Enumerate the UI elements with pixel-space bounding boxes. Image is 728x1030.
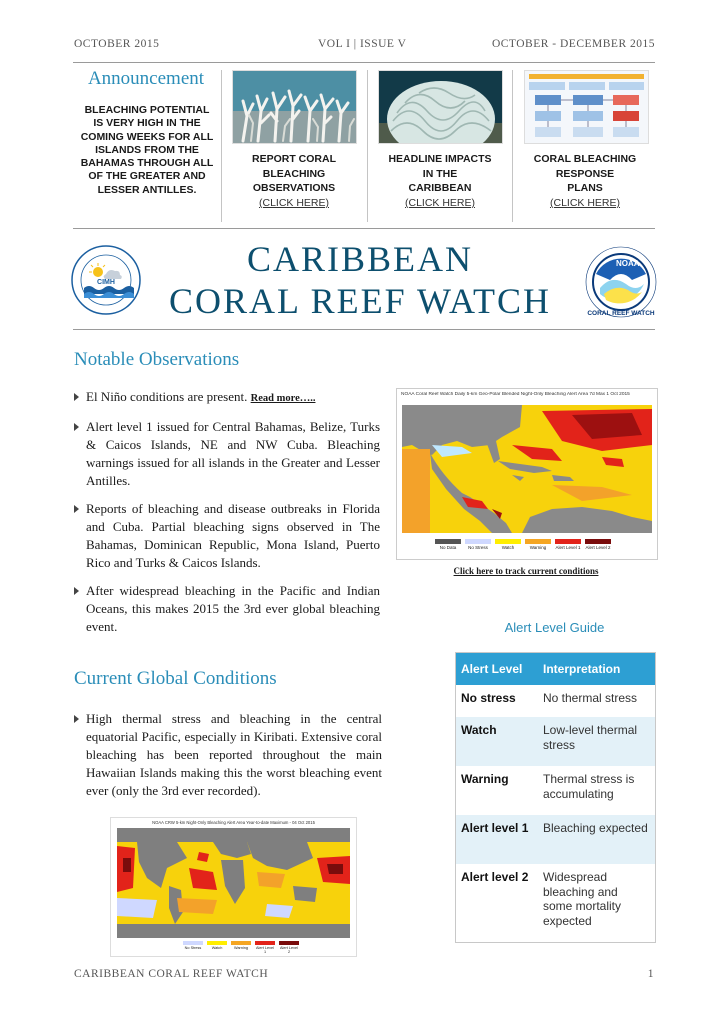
- legend-label: Alert Level 1: [256, 946, 274, 954]
- response-plans-click-here-link[interactable]: (CLICK HERE): [549, 197, 620, 209]
- legend-label: No Data: [439, 545, 457, 550]
- legend-swatch-alert-2: [279, 941, 299, 945]
- legend-swatch-watch: [207, 941, 227, 945]
- caribbean-bleaching-alert-map[interactable]: [396, 388, 658, 560]
- title-line-2: CORAL REEF WATCH: [168, 281, 552, 321]
- list-item: High thermal stress and bleaching in the central equatorial Pacific, especially in Kiribati. Extensive coral bleaching has been reported throughout the main Hawaiian Islands making this the worst bleaching event ever (only the 3rd ever recorded).: [74, 710, 382, 800]
- legend-label: Watch: [211, 946, 223, 950]
- tile-caption-report: REPORT CORAL BLEACHING OBSERVATIONS: [252, 153, 336, 194]
- announcement-title: Announcement: [87, 68, 205, 89]
- report-click-here-link[interactable]: (CLICK HERE): [258, 197, 329, 209]
- map-title: NOAA Coral Reef Watch Daily 5-km Geo-Polar Blended Night-Only Bleaching Alert Area 7d Max 1 Oct 2015: [401, 392, 630, 397]
- divider: [221, 70, 222, 222]
- response-plan-flowchart-thumbnail[interactable]: [524, 70, 649, 144]
- legend-swatch-alert-2: [585, 539, 611, 544]
- header-period: OCTOBER - DECEMBER 2015: [491, 38, 655, 50]
- table-row: [456, 766, 655, 815]
- alert-level-table: [455, 652, 656, 943]
- interpretation-cell: No thermal stress: [543, 691, 638, 705]
- interpretation-cell: Low-level thermal stress: [538, 717, 655, 766]
- legend-label: No Stress: [184, 946, 202, 950]
- column-header: Interpretation: [538, 653, 655, 685]
- table-row: [456, 685, 655, 717]
- notable-observations-heading: Notable Observations: [74, 349, 240, 370]
- alert-level-cell: Alert level 1: [456, 815, 538, 864]
- current-global-conditions-heading: Current Global Conditions: [74, 668, 277, 689]
- bleached-coral-photo[interactable]: [232, 70, 357, 144]
- list-item: Reports of bleaching and disease outbreaks in Florida and Cuba. Partial bleaching signs observed in The Bahamas, Dominican Republic, Mona Island, Puerto Rico and Turks & Caicos Islands.: [74, 500, 380, 572]
- cimh-logo-text: CIMH: [97, 279, 115, 286]
- divider: [367, 70, 368, 222]
- legend-label: No Stress: [468, 545, 488, 550]
- legend-label: Watch: [501, 545, 515, 550]
- map-title: NOAA CRW 5-km Night-Only Bleaching Alert Area Year-to-date Maximum - 04 Oct 2015: [152, 820, 315, 825]
- cimh-logo: [70, 244, 142, 316]
- read-more-link[interactable]: Read more…..: [250, 393, 316, 404]
- column-header: Alert Level: [456, 653, 538, 685]
- divider: [512, 70, 513, 222]
- legend-label: Alert Level 1: [555, 545, 581, 550]
- list-item: El Niño conditions are present. Read more…..: [74, 388, 380, 408]
- table-header-row: [456, 653, 655, 685]
- title-line-1: CARIBBEAN: [246, 239, 474, 279]
- header-volume: VOL I | ISSUE V: [318, 38, 407, 50]
- legend-swatch-watch: [495, 539, 521, 544]
- global-bleaching-alert-map[interactable]: [110, 817, 357, 957]
- announcement-text: BLEACHING POTENTIAL IS VERY HIGH IN THE COMING WEEKS FOR ALL ISLANDS FROM THE BAHAMAS THROUGH ALL OF THE GREATER AND LESSER ANTILLES.: [80, 104, 214, 196]
- legend-swatch-warning: [525, 539, 551, 544]
- interpretation-cell: Bleaching expected: [538, 815, 655, 864]
- legend-label: Alert Level 2: [585, 545, 611, 550]
- footer-title: CARIBBEAN CORAL REEF WATCH: [74, 968, 269, 980]
- page-number: 1: [647, 968, 654, 980]
- table-row: [456, 717, 655, 766]
- alert-level-cell: Watch: [456, 717, 538, 766]
- global-conditions-list: [74, 710, 382, 810]
- legend-swatch-warning: [231, 941, 251, 945]
- table-row: [456, 864, 655, 942]
- alert-level-cell: Warning: [461, 772, 509, 786]
- noaa-crw-logo: [582, 244, 660, 320]
- noaa-logo-text: NOAA: [616, 259, 640, 268]
- tile-caption-headline: HEADLINE IMPACTS IN THE CARIBBEAN: [388, 153, 492, 194]
- track-conditions-link[interactable]: Click here to track current conditions: [453, 566, 599, 576]
- legend-swatch-alert-1: [255, 941, 275, 945]
- legend-swatch-no-data: [435, 539, 461, 544]
- alert-level-cell: Alert level 2: [461, 870, 529, 884]
- title-rule: [73, 329, 655, 330]
- legend-swatch-no-stress: [465, 539, 491, 544]
- header-date: OCTOBER 2015: [74, 38, 160, 50]
- legend-swatch-no-stress: [183, 941, 203, 945]
- legend-label: Alert Level 2: [280, 946, 298, 954]
- legend-label: Warning: [529, 545, 547, 550]
- brain-coral-photo[interactable]: [378, 70, 503, 144]
- header-rule: [73, 62, 655, 63]
- interpretation-cell: Thermal stress is accumulating: [543, 772, 635, 801]
- notable-observations-list: [74, 388, 380, 646]
- list-item: Alert level 1 issued for Central Bahamas, Belize, Turks & Caicos Islands, NE and NW Cuba. Bleaching warnings issued for all islands in the Greater and Lesser Antilles.: [74, 418, 380, 490]
- table-row: [456, 815, 655, 864]
- section-rule: [73, 228, 655, 229]
- alert-level-guide-heading: Alert Level Guide: [504, 620, 605, 635]
- tile-caption-response-plans: CORAL BLEACHING RESPONSE PLANS: [533, 153, 637, 194]
- noaa-logo-ring-text: CORAL REEF WATCH: [587, 310, 655, 317]
- legend-swatch-alert-1: [555, 539, 581, 544]
- interpretation-cell: Widespread bleaching and some mortality expected: [543, 870, 622, 928]
- list-item: After widespread bleaching in the Pacific and Indian Oceans, this makes 2015 the 3rd ever global bleaching event.: [74, 582, 380, 636]
- legend-label: Warning: [234, 946, 248, 950]
- alert-level-cell: No stress: [461, 691, 516, 705]
- headline-click-here-link[interactable]: (CLICK HERE): [404, 197, 475, 209]
